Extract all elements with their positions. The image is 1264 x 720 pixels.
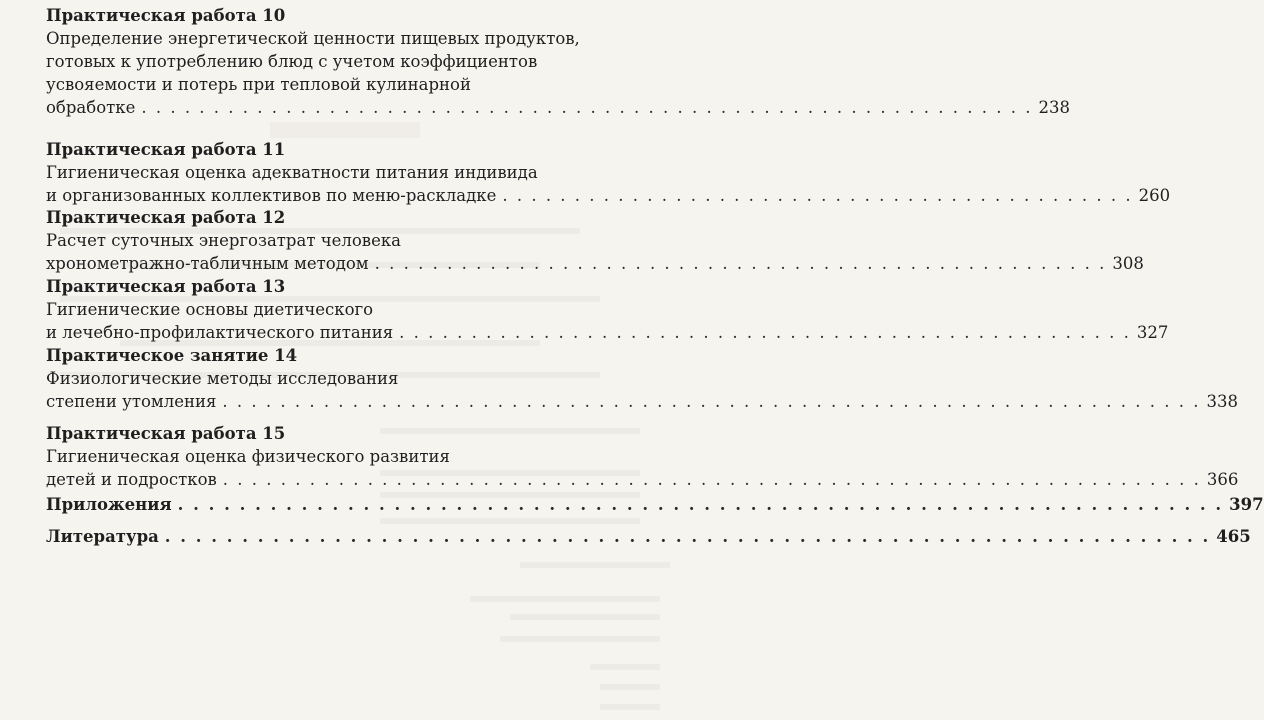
entry-last-line: детей и подростков . . . . . . . . . . . . . . . . . . . . . . . . . . . . . . . . . . . . . . . . . . . . . . . . . . . . . . . . . . . . . . . . . . . . 366 [46,470,1239,489]
dot-leader: . . . . . . . . . . . . . . . . . . . . . . . . . . . . . . . . . . . . . . . . . . . . . . . . . . . . . . . . . . . . . . [141,98,1033,117]
entry-description-line: усвояемости и потерь при тепловой кулинарной [46,75,471,94]
literature-line [46,525,1251,548]
entry-description-line: Гигиеническая оценка адекватности питания индивида [46,163,538,182]
entry-description-line: Физиологические методы исследования [46,369,399,388]
appendix-line [46,493,1264,516]
entry-last-line: и лечебно-профилактического питания . . . . . . . . . . . . . . . . . . . . . . . . . . . . . . . . . . . . . . . . . . . . . . . . . . . 327 [46,323,1169,342]
page-number[interactable]: 308 [1112,254,1144,273]
dot-leader: . . . . . . . . . . . . . . . . . . . . . . . . . . . . . . . . . . . . . . . . . . . . . . . . . . . . . . . . . . . . . . . . . . . . [222,392,1201,411]
entry-description-line: Определение энергетической ценности пищевых продуктов, [46,29,580,48]
dot-leader: . . . . . . . . . . . . . . . . . . . . . . . . . . . . . . . . . . . . . . . . . . . . . . . . . . . . . . . . . . . . . . . . . . . . [164,527,1211,546]
page-number[interactable]: 327 [1136,323,1169,342]
entry-heading: Практическая работа 11 [46,140,286,159]
toc-entry-literature [46,525,1251,548]
literature-label: Литература [46,527,159,546]
entry-description-line: Гигиенические основы диетического [46,300,374,319]
dot-leader: . . . . . . . . . . . . . . . . . . . . . . . . . . . . . . . . . . . . . . . . . . . . . . . . . . . . . . . . . . . . . . . . . . . . [222,470,1201,489]
page-number[interactable]: 366 [1206,470,1239,489]
dot-leader: . . . . . . . . . . . . . . . . . . . . . . . . . . . . . . . . . . . . . . . . . . . . . . . . . . . . . . . . . . . . . . . . . . . . [177,495,1224,514]
page-number[interactable]: 238 [1038,98,1070,117]
entry-heading: Практическая работа 10 [46,6,286,25]
entry-last-line: и организованных коллективов по меню-раскладке . . . . . . . . . . . . . . . . . . . . . . . . . . . . . . . . . . . . . . . . . . . . 260 [46,186,1171,205]
page-number[interactable]: 465 [1216,527,1251,546]
entry-heading: Практическая работа 15 [46,424,286,443]
toc-entry-12 [46,206,1144,275]
entry-heading: Практическая работа 13 [46,277,286,296]
toc-entry-11 [46,138,1171,207]
entry-description-line: Расчет суточных энергозатрат человека [46,231,401,250]
entry-last-line: хронометражно-табличным методом . . . . . . . . . . . . . . . . . . . . . . . . . . . . . . . . . . . . . . . . . . . . . . . . . . . 308 [46,254,1144,273]
dot-leader: . . . . . . . . . . . . . . . . . . . . . . . . . . . . . . . . . . . . . . . . . . . . . . . . . . . [374,254,1107,273]
entry-description-line: готовых к употреблению блюд с учетом коэффициентов [46,52,538,71]
page-number[interactable]: 260 [1138,186,1171,205]
entry-heading: Практическая работа 12 [46,208,286,227]
page-number[interactable]: 338 [1206,392,1238,411]
toc-entry-10 [46,4,1070,119]
entry-last-line: обработке . . . . . . . . . . . . . . . . . . . . . . . . . . . . . . . . . . . . . . . . . . . . . . . . . . . . . . . . . . . . . . 238 [46,98,1070,117]
dot-leader: . . . . . . . . . . . . . . . . . . . . . . . . . . . . . . . . . . . . . . . . . . . . [502,186,1133,205]
entry-heading: Практическое занятие 14 [46,346,298,365]
entry-description-line: Гигиеническая оценка физического развития [46,447,450,466]
entry-last-line: степени утомления . . . . . . . . . . . . . . . . . . . . . . . . . . . . . . . . . . . . . . . . . . . . . . . . . . . . . . . . . . . . . . . . . . . . 338 [46,392,1238,411]
toc-entry-13 [46,275,1169,344]
dot-leader: . . . . . . . . . . . . . . . . . . . . . . . . . . . . . . . . . . . . . . . . . . . . . . . . . . . [399,323,1131,342]
appendix-label: Приложения [46,495,172,514]
toc-entry-appendix [46,493,1264,516]
toc-entry-14 [46,344,1238,413]
page-number[interactable]: 397 [1229,495,1264,514]
toc-entry-15 [46,422,1239,491]
